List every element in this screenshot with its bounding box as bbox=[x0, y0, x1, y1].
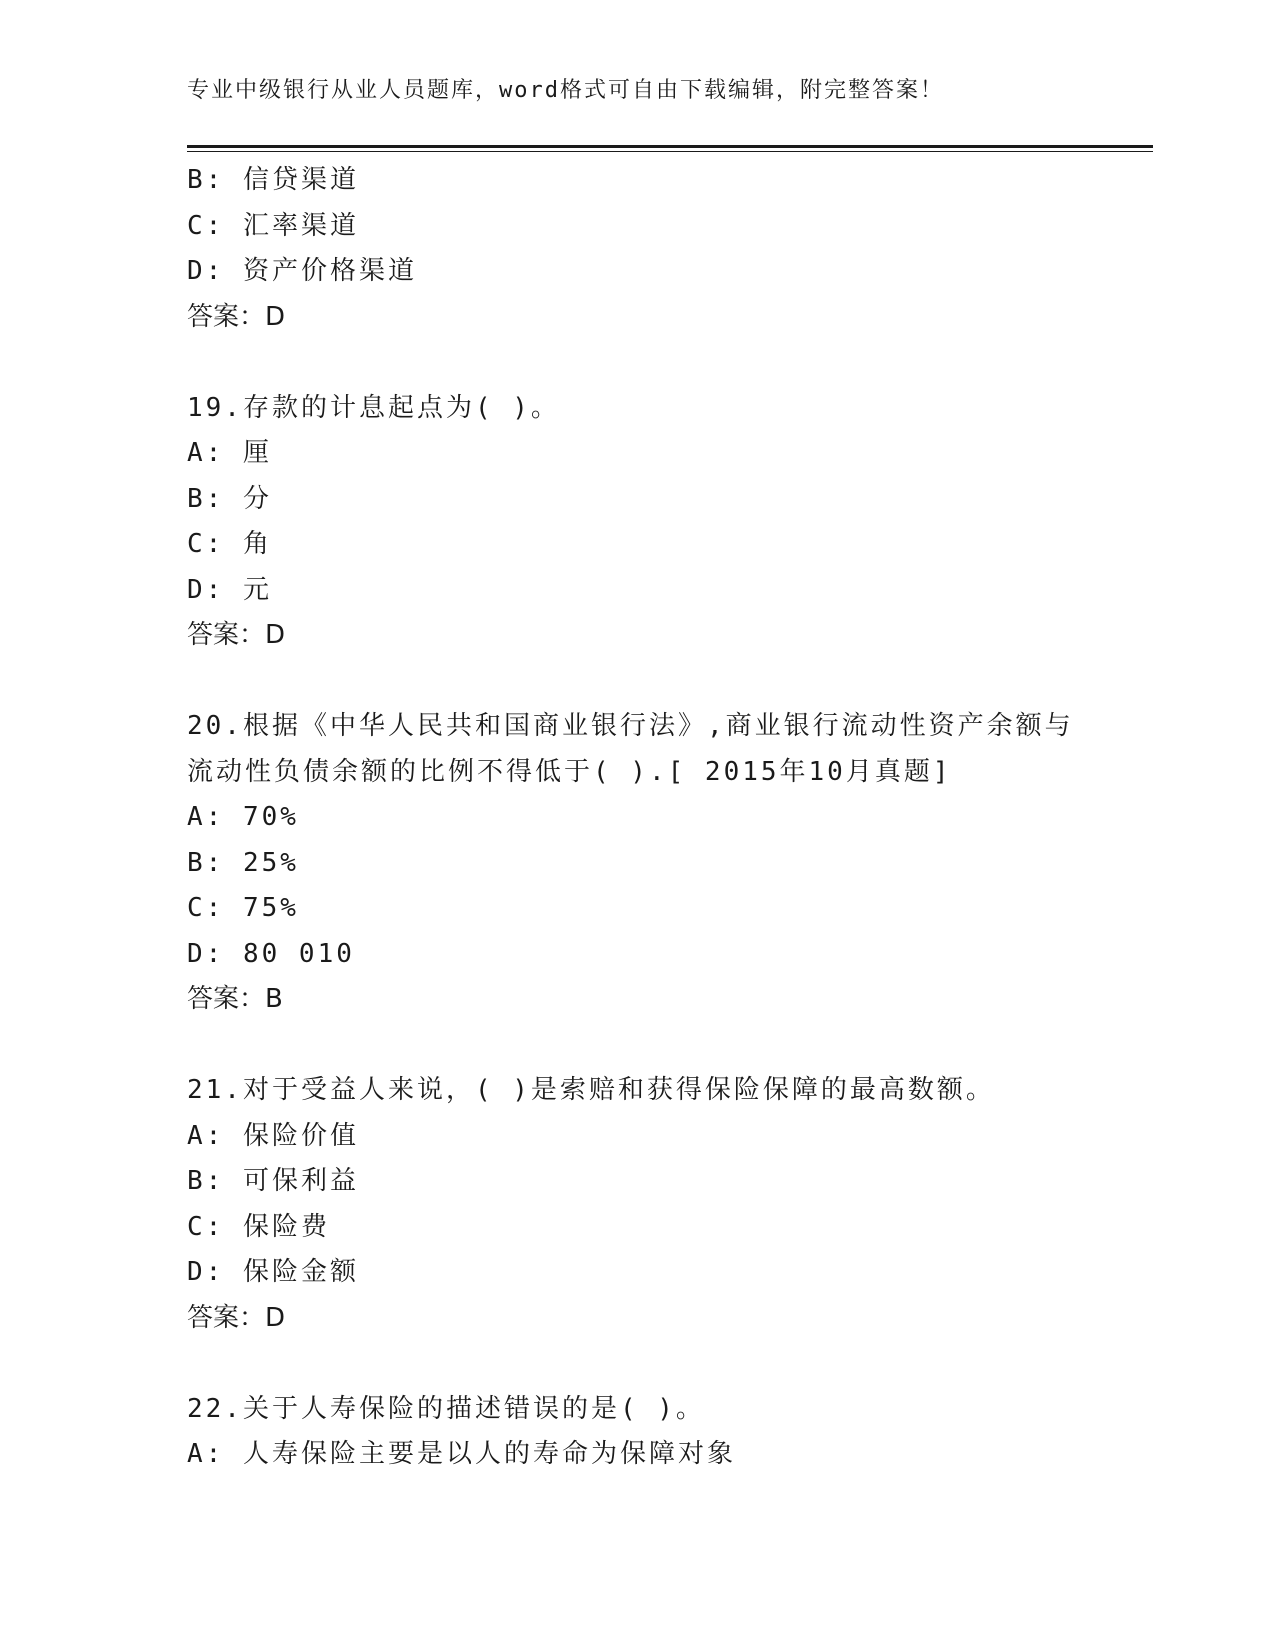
answer-line: 答案：D bbox=[187, 1302, 286, 1333]
spacer bbox=[187, 1023, 1153, 1069]
header-rule-thin bbox=[187, 151, 1153, 152]
option-d: D: 元 bbox=[187, 574, 272, 605]
question-19 bbox=[187, 386, 1153, 659]
option-d: D: 保险金额 bbox=[187, 1257, 359, 1287]
option-a: A: 70% bbox=[187, 802, 299, 832]
option-a: A: 厘 bbox=[187, 438, 272, 468]
answer-line: 答案：B bbox=[187, 984, 283, 1014]
option-c: C: 汇率渠道 bbox=[187, 210, 359, 241]
option-c: C: 75% bbox=[187, 893, 299, 923]
answer-line: 答案：D bbox=[187, 620, 286, 650]
header-rule-thick bbox=[187, 145, 1153, 148]
page-header-text: 专业中级银行从业人员题库，word格式可自由下载编辑，附完整答案！ bbox=[187, 78, 944, 103]
spacer bbox=[187, 340, 1153, 386]
option-d: D: 资产价格渠道 bbox=[187, 256, 417, 286]
question-stem: 22.关于人寿保险的描述错误的是( )。 bbox=[187, 1393, 705, 1424]
question-stem-line-2: 流动性负债余额的比例不得低于( ).[ 2015年10月真题] bbox=[187, 756, 952, 787]
question-20 bbox=[187, 704, 1153, 1023]
option-c: C: 保险费 bbox=[187, 1211, 330, 1242]
question-22 bbox=[187, 1387, 1153, 1478]
question-21 bbox=[187, 1068, 1153, 1341]
answer-line: 答案：D bbox=[187, 301, 286, 332]
question-stem-line-1: 20.根据《中华人民共和国商业银行法》,商业银行流动性资产余额与 bbox=[187, 711, 1074, 741]
question-content bbox=[187, 158, 1153, 1478]
option-b: B: 分 bbox=[187, 483, 272, 514]
spacer bbox=[187, 1341, 1153, 1387]
option-c: C: 角 bbox=[187, 529, 272, 559]
question-stem: 21.对于受益人来说，( )是索赔和获得保险保障的最高数额。 bbox=[187, 1075, 995, 1105]
option-a: A: 人寿保险主要是以人的寿命为保障对象 bbox=[187, 1439, 736, 1469]
option-b: B: 信贷渠道 bbox=[187, 165, 359, 195]
option-d: D: 80 010 bbox=[187, 938, 355, 969]
option-a: A: 保险价值 bbox=[187, 1120, 359, 1151]
question-stem: 19.存款的计息起点为( )。 bbox=[187, 392, 560, 423]
question-18-tail bbox=[187, 158, 1153, 340]
option-b: B: 25% bbox=[187, 847, 299, 878]
spacer bbox=[187, 659, 1153, 705]
option-b: B: 可保利益 bbox=[187, 1166, 359, 1196]
